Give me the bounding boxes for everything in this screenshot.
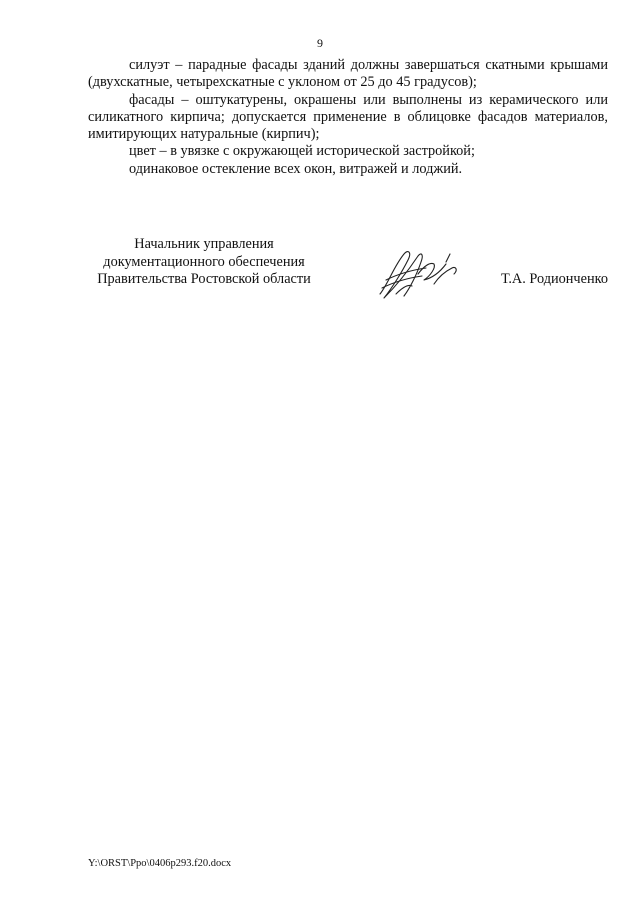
signatory-title [88,236,320,289]
paragraph: цвет – в увязке с окружающей исторической застройкой; [129,143,475,160]
file-path: Y:\ORST\Ppo\0406p293.f20.docx [88,858,232,869]
signatory-title-line: Начальник управления [134,236,274,252]
body-text [88,57,608,178]
handwritten-signature [374,244,464,304]
paragraph: силуэт – парадные фасады зданий должны завершаться скатными крышами (двухскатные, четырехскатные с уклоном от 25 до 45 градусов); [88,57,608,91]
signatory-title-line: Правительства Ростовской области [97,271,311,287]
page-number: 9 [317,36,323,50]
signatory-title-line: документационного обеспечения [103,253,305,270]
signatory-name: Т.А. Родионченко [501,271,608,287]
signature-block [88,236,608,296]
paragraph: одинаковое остекление всех окон, витражей и лоджий. [129,160,463,177]
paragraph: фасады – оштукатурены, окрашены или выполнены из керамического или силикатного кирпича; допускается применение в облицовке фасадов материалов, имитирующих натуральные (кирпич); [88,91,608,143]
